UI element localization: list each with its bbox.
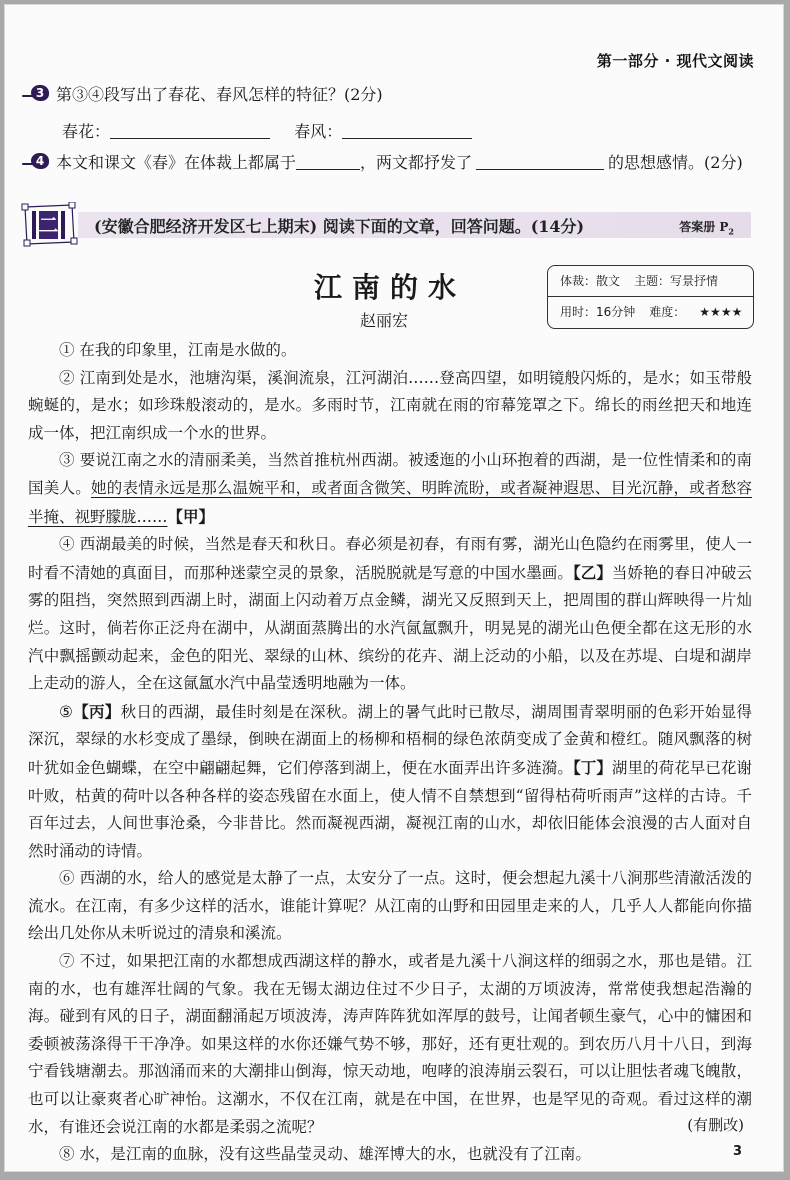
question-number-badge-icon: 4 [22,152,50,170]
paragraph-5: ⑤【丙】秋日的西湖，最佳时刻是在深秋。湖上的暑气此时已散尽，湖周围青翠明丽的色彩开始显得深沉，翠绿的水杉变成了墨绿，倒映在湖面上的杨柳和梧桐的绿色浓荫变成了金黄和橙红。随风飘落的树叶犹如金色蝴蝶，在空中翩翩起舞，它们停落到湖上，便在水面弄出许多涟漪。【丁】湖里的荷花早已花谢叶败，枯黄的荷叶以各种各样的姿态残留在水面上，使人情不自禁想到“留得枯荷听雨声”这样的古诗。千百年过去，人间世事沧桑，今非昔比。然而凝视西湖，凝视江南的山水，却依旧能体会浪漫的古人面对自然时涌动的诗情。 [28,701,752,860]
difficulty-stars-icon: ★★★★ [699,305,743,319]
paragraph-1: ① 在我的印象里，江南是水做的。 [59,341,297,359]
genre-blank[interactable] [296,155,360,170]
answer-book-reference: 答案册 $P_2$ [679,220,734,237]
svg-text:二: 二 [38,213,59,237]
spring-wind-blank[interactable] [342,124,472,139]
marker-bing: 【丙】 [73,701,121,721]
theme-info: 主题：写景抒情 [634,274,719,288]
paragraph-7: ⑦ 不过，如果把江南的水都想成西湖这样的静水，或者是九溪十八涧这样的细弱之水，那也是错。江南的水，也有雄浑壮阔的气象。我在无锡太湖边住过不少日子，太湖的万顷波涛，常常使我想起浩瀚的海。碰到有风的日子，湖面翻涌起万顷波涛，涛声阵阵犹如浑厚的鼓号，让闻者顿生豪气，心中的慵困和委顿被荡涤得干干净净。如果这样的水你还嫌气势不够，那好，还有更壮观的。到农历八月十八日，到海宁看钱塘潮去。那汹涌而来的大潮排山倒海，惊天动地，咆哮的浪涛崩云裂石，可以让胆怯者魂飞魄散，也可以让豪爽者心旷神怡。这潮水，不仅在江南，就是在中国，在世界，也是罕见的奇观。看过这样的潮水，有谁还会说江南的水都是柔弱之流呢？ [28,952,752,1136]
reading-instruction: (安徽合肥经济开发区七上期末) 阅读下面的文章，回答问题。(14分) [94,217,585,236]
paragraph-8: ⑧ 水，是江南的血脉，没有这些晶莹灵动、雄浑博大的水，也就没有了江南。 [59,1145,591,1164]
marker-jia: 【甲】 [167,506,215,526]
marker-ding: 【丁】 [572,757,612,777]
spring-flower-label: 春花： [62,122,111,141]
question-3-text: 第③④段写出了春花、春风怎样的特征？(2分) [56,85,383,104]
spring-flower-blank[interactable] [110,124,270,139]
marker-yi: 【乙】 [572,562,612,582]
question-4-text-b: ，两文都抒发了 [360,153,473,172]
source-note: (有删改) [687,1116,744,1134]
emotion-blank[interactable] [476,155,604,170]
textbook-page [4,4,784,1172]
underlined-sentence: 她的表情永远是那么温婉平和，或者面含微笑、明眸流盼，或者凝神遐思、目光沉静，或者愁容半掩、视野朦胧…… [28,478,752,526]
section-number-icon [20,202,78,248]
article-title: 江南的水 [314,271,467,304]
article-author: 赵丽宏 [360,311,409,330]
section-header: 第一部分 · 现代文阅读 [596,52,754,70]
question-3 [22,82,383,105]
article-body [28,337,752,1169]
paragraph-6: ⑥ 西湖的水，给人的感觉是太静了一点，太安分了一点。这时，便会想起九溪十八涧那些清澈活泼的流水。在江南，有多少这样的活水，谁能计算呢？从江南的山野和田园里走来的人，几乎人人都能向你描绘出几处你从未听说过的清泉和溪流。 [28,869,752,943]
paragraph-3: ③ 要说江南之水的清丽柔美，当然首推杭州西湖。被逶迤的小山环抱着的西湖，是一位性情柔和的南国美人。她的表情永远是那么温婉平和，或者面含微笑、明眸流盼，或者凝神遐思、目光沉静，或者愁容半掩、视野朦胧……【甲】 [28,451,752,526]
spring-wind-label: 春风： [294,122,343,141]
paragraph-4: ④ 西湖最美的时候，当然是春天和秋日。春必须是初春，有雨有雾，湖光山色隐约在雨雾里，使人一时看不清她的真面目，而那种迷蒙空灵的景象，活脱脱就是写意的中国水墨画。【乙】当娇艳的春日冲破云雾的阻挡，突然照到西湖上时，湖面上闪动着万点金鳞，湖光又反照到天上，把周围的群山辉映得一片灿烂。这时，倘若你正泛舟在湖中，从湖面蒸腾出的水汽氤氲飘升，明晃晃的湖光山色便全都在这无形的水汽中飘摇颤动起来，金色的阳光、翠绿的山林、缤纷的花卉、湖上泛动的小船，以及在苏堤、白堤和湖岸上走动的游人，全在这氤氲水汽中晶莹透明地融为一体。 [28,535,752,693]
difficulty-info: 难度： ★★★★ [649,305,743,319]
paragraph-2: ② 江南到处是水，池塘沟渠，溪涧流泉，江河湖泊……登高四望，如明镜般闪烁的，是水；如玉带般蜿蜒的，是水；如珍珠般滚动的，是水。多雨时节，江南就在雨的帘幕笼罩之下。绵长的雨丝把天和地连成一体，把江南织成一个水的世界。 [28,368,752,442]
page-number: 3 [732,1144,742,1159]
question-4-text-a: 本文和课文《春》在体裁上都属于 [56,153,297,172]
genre-info: 体裁：散文 [560,274,621,288]
question-number-badge-icon: 3 [22,84,50,102]
article-info-box [547,265,754,329]
question-4-text-c: 的思想感情。(2分) [608,153,743,172]
question-4 [22,150,743,173]
question-3-answer-fields [62,119,472,142]
time-info: 用时：16分钟 [560,305,636,319]
